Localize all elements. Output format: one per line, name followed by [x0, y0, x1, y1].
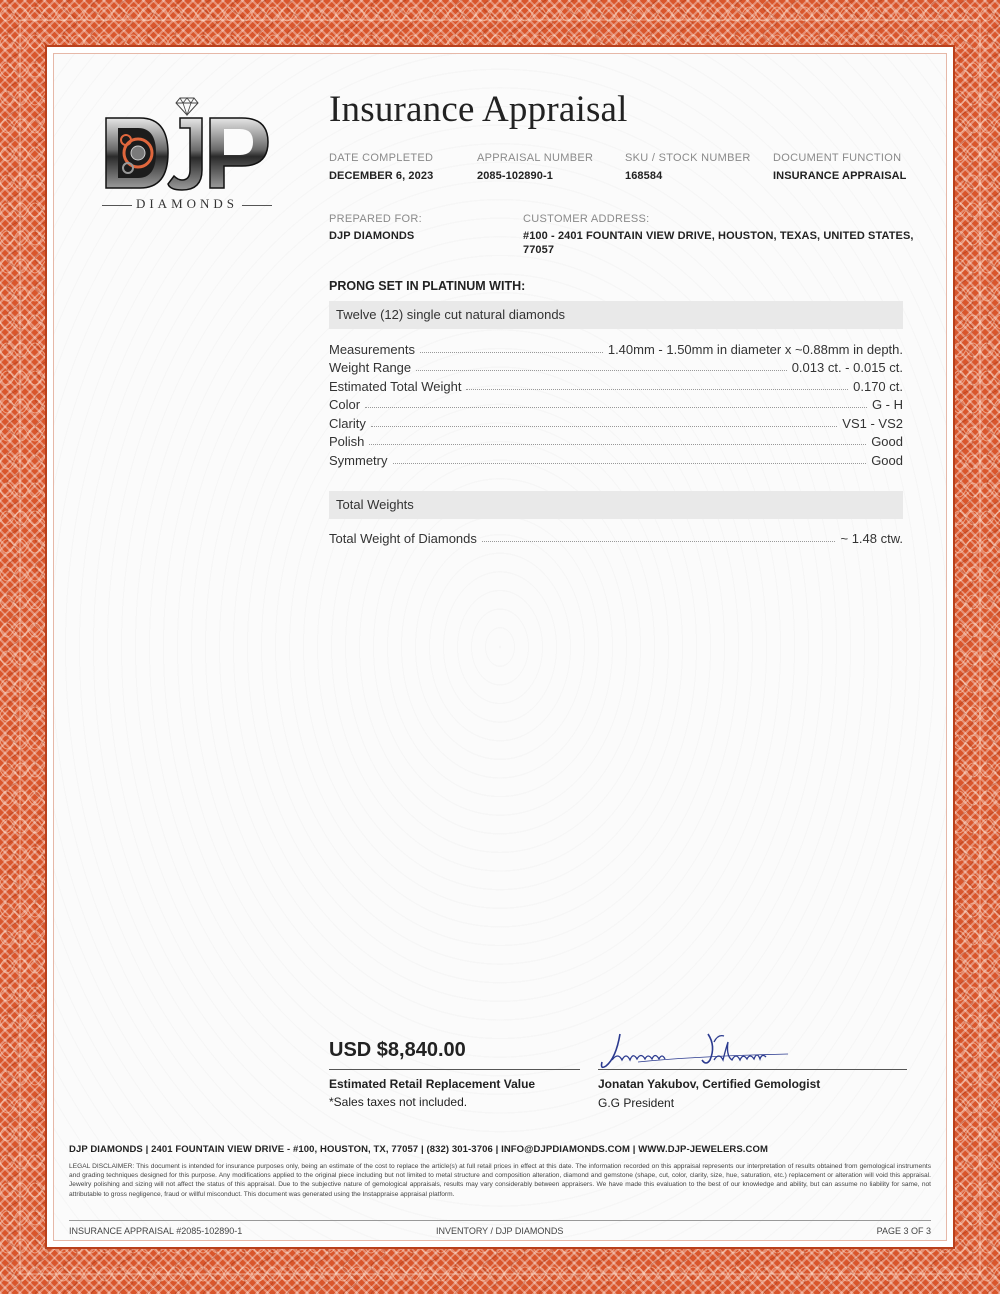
footer-document-id: INSURANCE APPRAISAL #2085-102890-1: [69, 1226, 243, 1236]
appraised-value: USD $8,840.00: [329, 1039, 466, 1061]
djp-logo: [96, 96, 278, 220]
dot-leader: [393, 463, 867, 464]
signature-line: [598, 1069, 907, 1070]
date-completed-value: DECEMBER 6, 2023: [329, 170, 434, 182]
spec-row-measurements: [329, 339, 903, 357]
spec-value: 0.170 ct.: [853, 379, 903, 394]
spec-value: G - H: [871, 397, 903, 412]
spec-label: Weight Range: [329, 360, 412, 375]
document-function-value: INSURANCE APPRAISAL: [773, 170, 907, 182]
footer-contact: DJP DIAMONDS | 2401 FOUNTAIN VIEW DRIVE - #100, HOUSTON, TX, 77057 | (832) 301-3706 | INFO@DJPDIAMONDS.COM | WWW.DJP-JEWELERS.COM: [69, 1144, 768, 1155]
spec-row-estimated-total-weight: [329, 376, 903, 394]
spec-value: Good: [871, 434, 903, 449]
appraisal-number-value: 2085-102890-1: [477, 170, 553, 182]
dot-leader: [365, 407, 867, 408]
document-function-label: DOCUMENT FUNCTION: [773, 152, 902, 164]
logo-rule-right: [242, 205, 272, 206]
tax-note: *Sales taxes not included.: [329, 1095, 468, 1109]
dot-leader: [416, 370, 787, 371]
spec-label: Clarity: [329, 416, 366, 431]
spec-row-color: [329, 394, 903, 412]
prepared-for-label: PREPARED FOR:: [329, 213, 422, 225]
appraisal-number-label: APPRAISAL NUMBER: [477, 152, 594, 164]
spec-label: Measurements: [329, 342, 415, 357]
spec-value: ~ 1.48 ctw.: [840, 531, 903, 546]
dot-leader: [466, 389, 848, 390]
dot-leader: [371, 426, 837, 427]
spec-value: Good: [871, 453, 903, 468]
handwritten-signature: [598, 1030, 798, 1072]
setting-heading: PRONG SET IN PLATINUM WITH:: [329, 279, 526, 293]
dot-leader: [482, 541, 836, 542]
spec-row-clarity: [329, 413, 903, 431]
spec-row-symmetry: [329, 450, 903, 468]
customer-address-label: CUSTOMER ADDRESS:: [523, 213, 650, 225]
total-weights-band: Total Weights: [329, 491, 903, 519]
value-caption: Estimated Retail Replacement Value: [329, 1077, 536, 1091]
spec-value: 1.40mm - 1.50mm in diameter x ~0.88mm in depth.: [607, 342, 903, 357]
stone-description-band: Twelve (12) single cut natural diamonds: [329, 301, 903, 329]
dot-leader: [420, 352, 603, 353]
footer-divider: [69, 1220, 931, 1221]
legal-disclaimer: LEGAL DISCLAIMER: This document is intended for insurance purposes only, being an estimate of the cost to replace the article(s) at full retail prices in effect at this date. The information recorded on this appraisal represents our interpretation of results obtained from gemological instruments and grading techniques designed for this purpose. Any modifications applied to the original piece including but not limited to metal structure and composition alteration, diamond and gemstone (shape, cut, color, clarity, size, hue, saturation, etc.) replacement or alteration will void this appraisal. Jewelry polishing and sizing will not affect the status of this appraisal. Due to the subjective nature of gemological appraisals, results may vary considerably between appraisers. We have made this evaluation to the best of our knowledge and ability, but can assume no liability for same, not attributable to gross negligence, fraud or willful misconduct. This document was generated using the Instappraise appraisal platform.: [69, 1163, 931, 1198]
signer-title: G.G President: [598, 1096, 675, 1110]
customer-address-line1: #100 - 2401 FOUNTAIN VIEW DRIVE, HOUSTON, TEXAS, UNITED STATES,: [523, 230, 914, 242]
spec-label: Symmetry: [329, 453, 388, 468]
sku-value: 168584: [625, 170, 663, 182]
value-underline: [329, 1069, 580, 1070]
logo-subtext: DIAMONDS: [135, 196, 239, 211]
customer-address-line2: 77057: [523, 244, 555, 256]
spec-label: Total Weight of Diamonds: [329, 531, 477, 546]
spec-row-total-weight: [329, 528, 903, 546]
signer-name: Jonatan Yakubov, Certified Gemologist: [598, 1077, 821, 1091]
spec-label: Polish: [329, 434, 365, 449]
dot-leader: [369, 444, 866, 445]
spec-label: Estimated Total Weight: [329, 379, 462, 394]
spec-value: 0.013 ct. - 0.015 ct.: [791, 360, 903, 375]
spec-row-polish: [329, 431, 903, 449]
sku-label: SKU / STOCK NUMBER: [625, 152, 751, 164]
document-title: Insurance Appraisal: [329, 89, 628, 130]
spec-label: Color: [329, 397, 361, 412]
footer-inventory: INVENTORY / DJP DIAMONDS: [436, 1226, 564, 1236]
prepared-for-value: DJP DIAMONDS: [329, 230, 415, 242]
footer-page-number: PAGE 3 OF 3: [876, 1226, 931, 1236]
logo-letters: [102, 112, 272, 194]
spec-row-weight-range: [329, 357, 903, 375]
spec-value: VS1 - VS2: [842, 416, 903, 431]
date-completed-label: DATE COMPLETED: [329, 152, 434, 164]
